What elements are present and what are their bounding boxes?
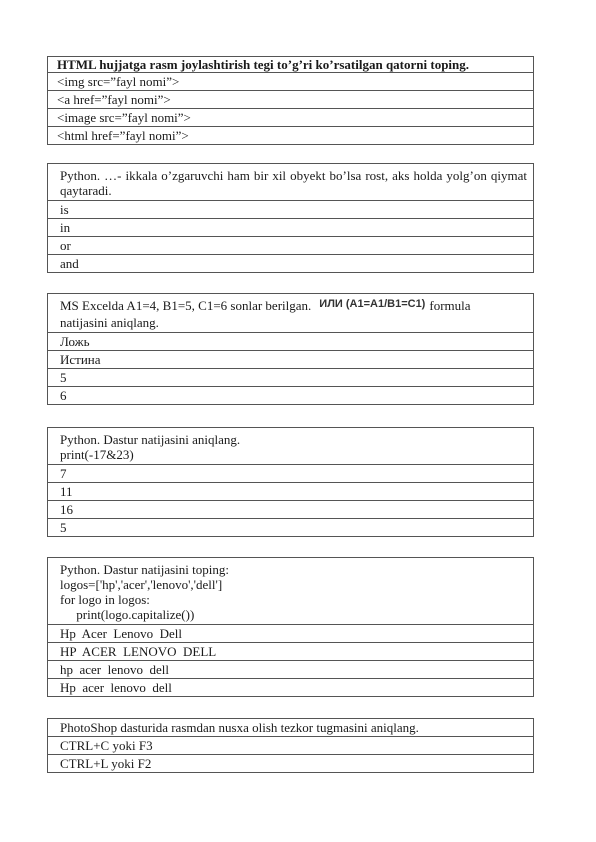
answer-option-1[interactable]: Ложь: [48, 333, 534, 351]
question-1: [47, 56, 534, 145]
answer-option-1[interactable]: Hp Acer Lenovo Dell: [48, 625, 534, 643]
answer-option-3[interactable]: <image src=”fayl nomi”>: [48, 109, 534, 127]
question-stem: [48, 294, 534, 333]
answer-option-3[interactable]: 16: [48, 501, 534, 519]
answer-option-1[interactable]: CTRL+C yoki F3: [48, 737, 534, 755]
question-stem: PhotoShop dasturida rasmdan nusxa olish tezkor tugmasini aniqlang.: [48, 719, 534, 737]
answer-option-2[interactable]: CTRL+L yoki F2: [48, 755, 534, 773]
answer-option-2[interactable]: Истина: [48, 351, 534, 369]
formula-text: ИЛИ (A1=A1/B1=C1): [319, 298, 426, 310]
answer-option-4[interactable]: Hp acer lenovo dell: [48, 679, 534, 697]
answer-option-2[interactable]: 11: [48, 483, 534, 501]
answer-option-4[interactable]: and: [48, 255, 534, 273]
answer-option-3[interactable]: 5: [48, 369, 534, 387]
answer-option-3[interactable]: hp acer lenovo dell: [48, 661, 534, 679]
answer-option-2[interactable]: HP ACER LENOVO DELL: [48, 643, 534, 661]
answer-option-2[interactable]: in: [48, 219, 534, 237]
answer-option-4[interactable]: <html href=”fayl nomi”>: [48, 127, 534, 145]
stem-line-1: Python. Dastur natijasini aniqlang.: [60, 432, 241, 447]
question-2: [47, 163, 534, 273]
answer-option-4[interactable]: 6: [48, 387, 534, 405]
answer-option-1[interactable]: is: [48, 201, 534, 219]
answer-option-2[interactable]: <a href=”fayl nomi”>: [48, 91, 534, 109]
question-4: [47, 427, 534, 537]
stem-line-2: print(-17&23): [60, 447, 134, 462]
question-stem: Python. …- ikkala o’zgaruvchi ham bir xil obyekt bo’lsa rost, aks holda yolg’on qiymat qaytaradi.: [48, 164, 534, 201]
question-5: [47, 557, 534, 697]
stem-text-after: formula: [429, 298, 471, 313]
question-stem: [48, 558, 534, 625]
stem-line-1: Python. Dastur natijasini toping:: [60, 562, 229, 577]
answer-option-4[interactable]: 5: [48, 519, 534, 537]
stem-text: MS Excelda A1=4, B1=5, C1=6 sonlar berilgan.: [60, 298, 312, 313]
stem-line-3: for logo in logos:: [60, 592, 150, 607]
question-stem: [48, 428, 534, 465]
question-3: [47, 293, 534, 405]
question-6: [47, 718, 534, 773]
stem-text-line2: natijasini aniqlang.: [60, 315, 159, 330]
stem-line-4: print(logo.capitalize()): [60, 607, 195, 622]
stem-line-2: logos=['hp','acer','lenovo','dell']: [60, 577, 223, 592]
answer-option-3[interactable]: or: [48, 237, 534, 255]
answer-option-1[interactable]: <img src=”fayl nomi”>: [48, 73, 534, 91]
answer-option-1[interactable]: 7: [48, 465, 534, 483]
question-stem: HTML hujjatga rasm joylashtirish tegi to’g’ri ko’rsatilgan qatorni toping.: [48, 57, 534, 73]
